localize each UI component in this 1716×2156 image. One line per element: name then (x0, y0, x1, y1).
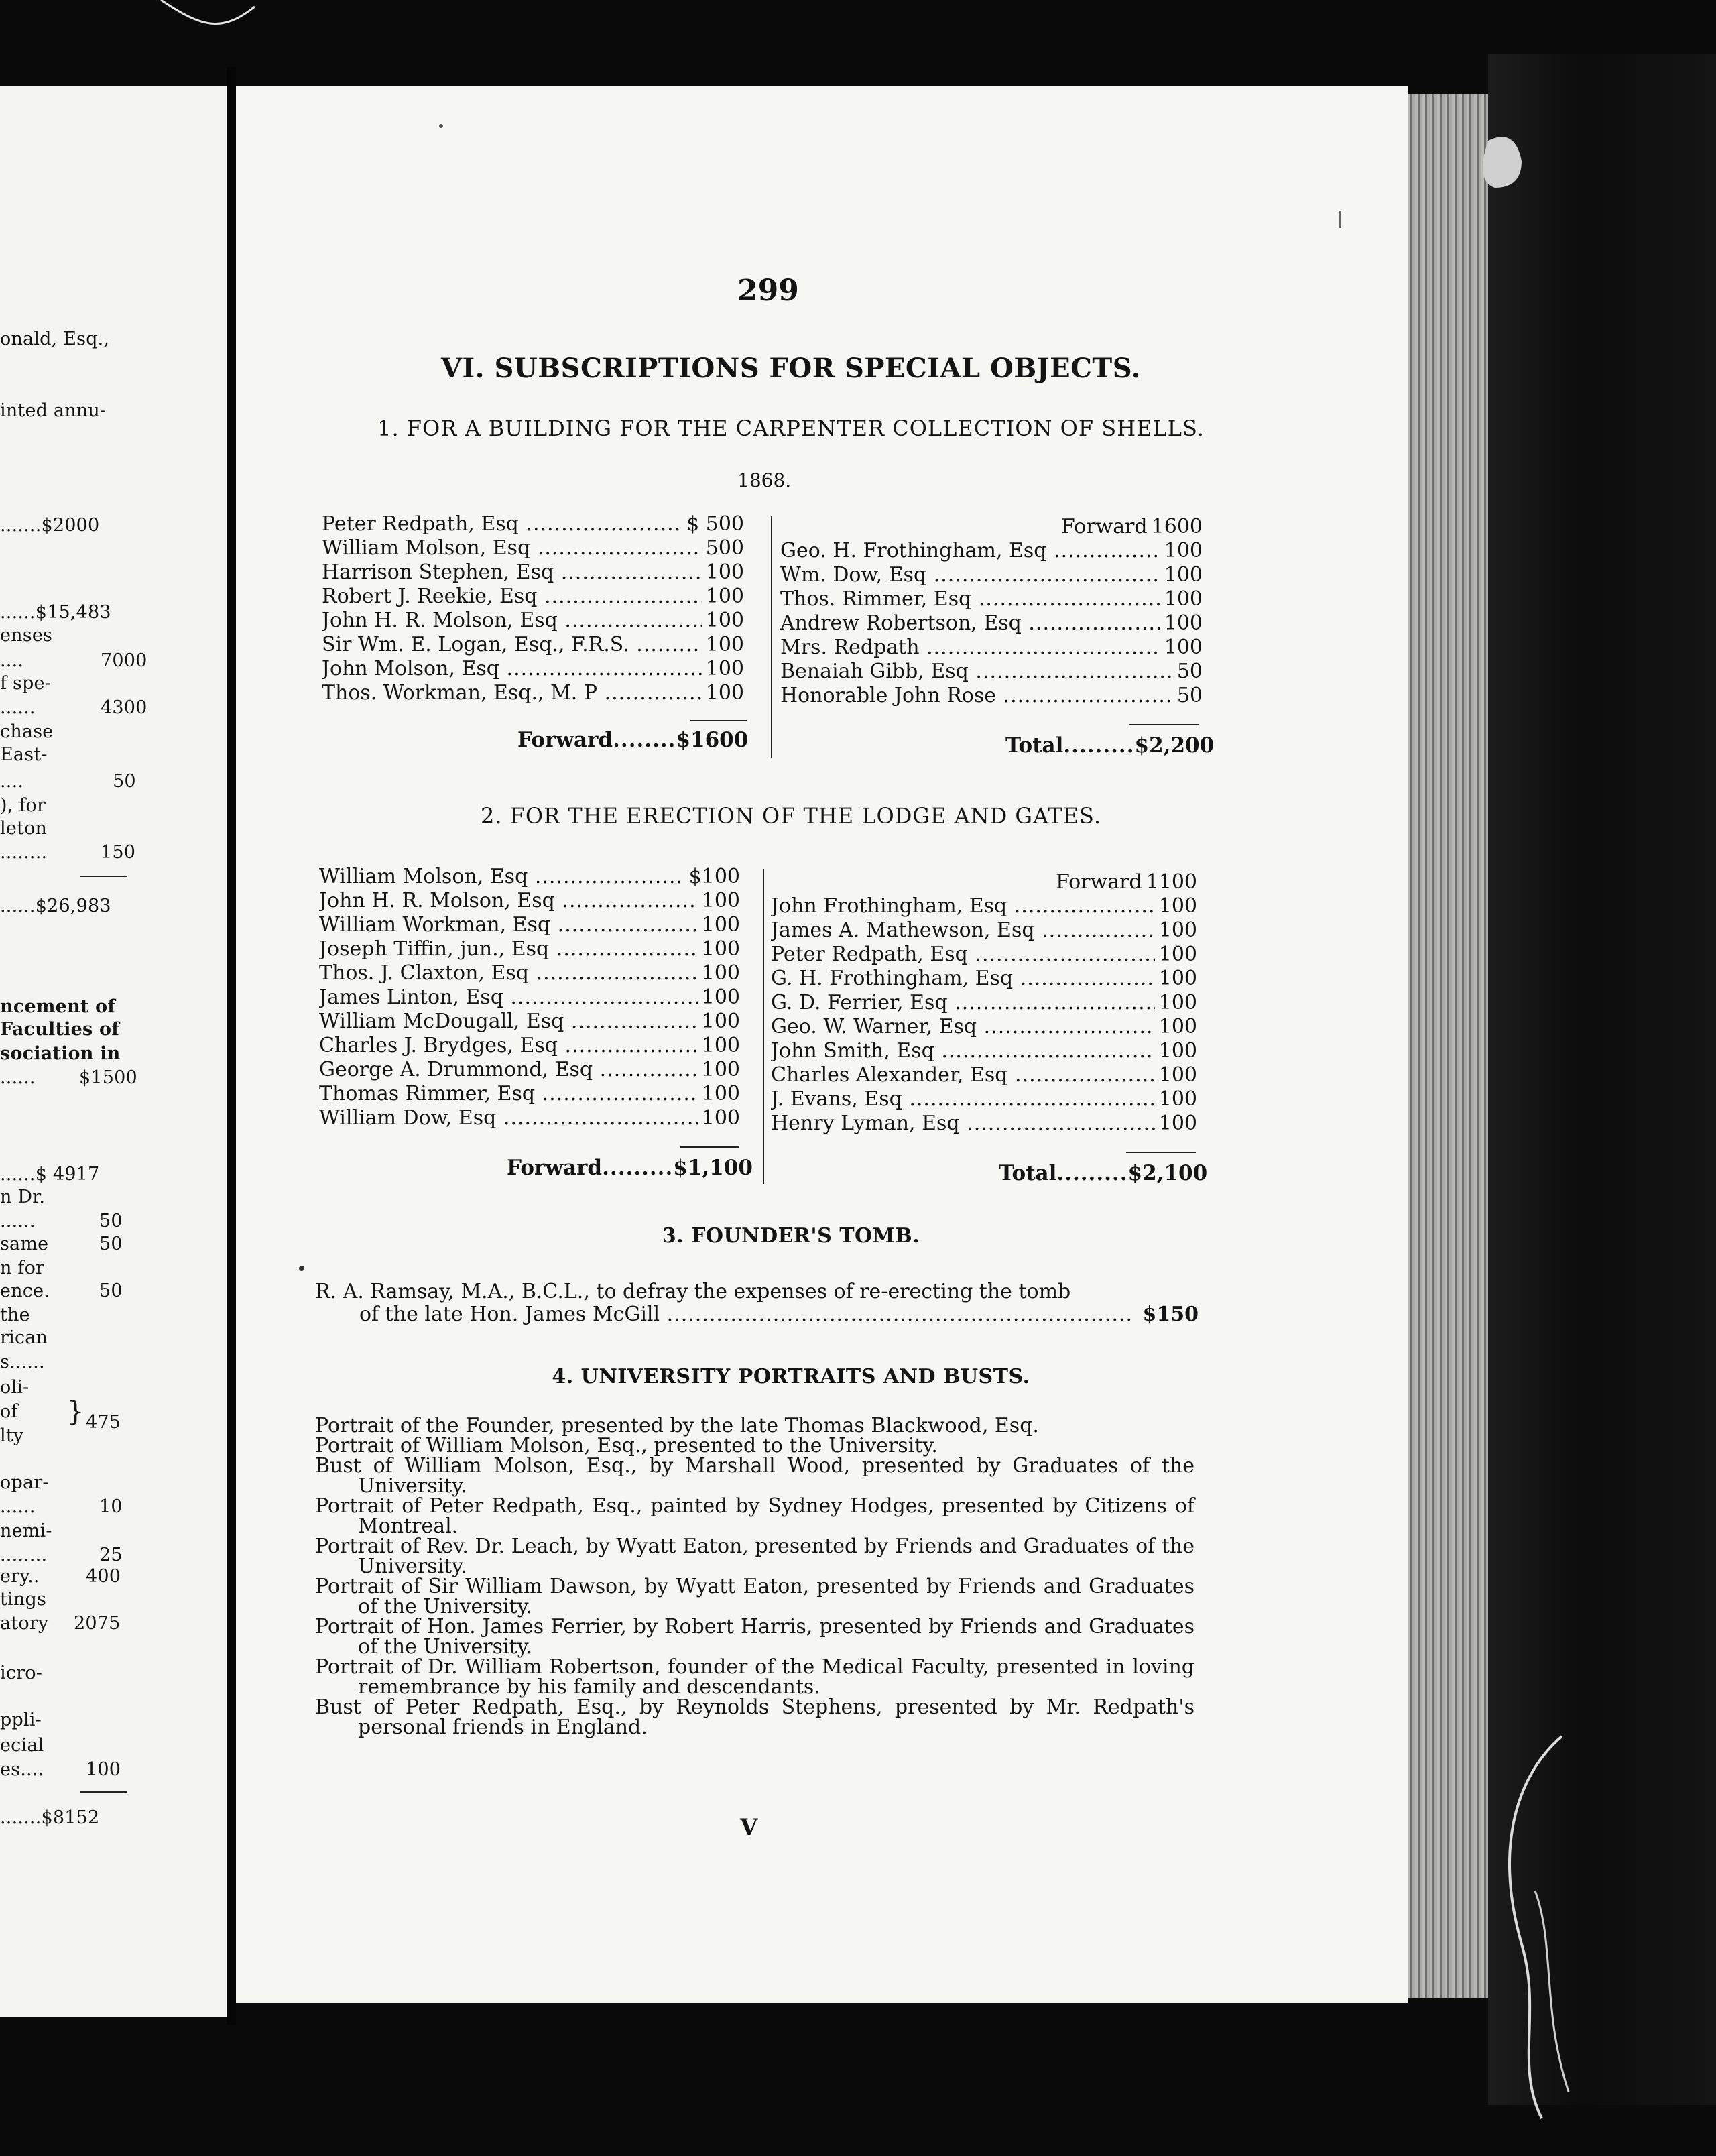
fragment: chase (0, 721, 54, 742)
fragment: s...... (0, 1352, 45, 1372)
list-item: Portrait of Rev. Dr. Leach, by Wyatt Eaton, presented by Friends and Graduates of the University. (315, 1535, 1194, 1578)
fragment-amount: 400 (86, 1566, 121, 1587)
subscriber-name: William Molson, Esq ..... (319, 865, 685, 889)
section-2-left-forward: Forward.........$1,100 (507, 1156, 753, 1180)
founders-tomb-entry (315, 1280, 1199, 1326)
subscription-amount: 100 (1158, 918, 1197, 942)
subscription-amount: 100 (701, 1058, 740, 1081)
list-item (771, 943, 1197, 967)
subscription-amount: 100 (705, 560, 744, 584)
subscription-amount: 100 (701, 1106, 740, 1130)
subscription-amount: 100 (701, 913, 740, 937)
fragment: ), for (0, 795, 46, 816)
fragment-amount: 7000 (101, 650, 147, 671)
fragment: inted annu- (0, 400, 107, 421)
subscriber-name: George A. Drummond, Esq ..... (319, 1058, 698, 1082)
subscription-amount: 100 (1158, 1039, 1197, 1063)
subscription-amount: 100 (701, 1082, 740, 1105)
subscriber-name: William Dow, Esq ..... (319, 1106, 698, 1130)
fragment: enses (0, 625, 53, 646)
subscriber-name: Benaiah Gibb, Esq ..... (780, 660, 1173, 684)
subscriber-name: Charles Alexander, Esq ..... (771, 1063, 1155, 1087)
fragment: ...... (0, 1496, 36, 1517)
subscriber-name: William Molson, Esq ..... (322, 536, 702, 560)
fragment: es.... (0, 1759, 44, 1780)
list-item: Portrait of the Founder, presented by the late Thomas Blackwood, Esq. (315, 1414, 1039, 1437)
fragment: same (0, 1234, 49, 1254)
column-divider (771, 516, 772, 758)
page-heading: VI. SUBSCRIPTIONS FOR SPECIAL OBJECTS. (440, 353, 1142, 384)
fragment: ...... (0, 1067, 36, 1088)
fragment: ......$ 4917 (0, 1164, 100, 1185)
list-item (322, 681, 744, 705)
list-item (319, 985, 740, 1010)
subscriber-name: John Frothingham, Esq ..... (771, 894, 1155, 918)
subscription-amount: 100 (1164, 636, 1203, 659)
forward-amount: $1,100 (673, 1156, 753, 1180)
subscriber-name: Robert J. Reekie, Esq ..... (322, 585, 702, 609)
subscriber-name: Sir Wm. E. Logan, Esq., F.R.S. ..... (322, 633, 702, 657)
subscription-amount: 100 (1164, 587, 1203, 611)
subscription-amount: 50 (1176, 660, 1203, 683)
fragment: atory (0, 1613, 49, 1634)
subscription-amount: 100 (705, 657, 744, 680)
list-item (780, 636, 1203, 660)
subscription-amount: 100 (1158, 1112, 1197, 1135)
total-amount: $2,100 (1127, 1161, 1208, 1185)
list-item (322, 560, 744, 585)
subscription-amount: 100 (701, 1034, 740, 1057)
subscriber-name: Mrs. Redpath ..... (780, 636, 1160, 660)
fragment: nemi- (0, 1520, 52, 1541)
subscriber-name: John Smith, Esq ..... (771, 1039, 1155, 1063)
sum-rule (690, 720, 747, 721)
subscriber-name: Geo. W. Warner, Esq ..... (771, 1015, 1155, 1039)
subscription-amount: 100 (701, 889, 740, 912)
subscription-amount: 100 (701, 937, 740, 961)
fragment: onald, Esq., (0, 328, 110, 349)
forward-amount: $1600 (676, 728, 749, 752)
list-item (322, 536, 744, 560)
fragment: tings (0, 1589, 47, 1610)
list-item (771, 1063, 1197, 1087)
list-item (771, 967, 1197, 991)
fragment: .... (0, 771, 24, 792)
list-item (319, 1010, 740, 1034)
section-1-title: 1. FOR A BUILDING FOR THE CARPENTER COLLECTION OF SHELLS. (377, 416, 1205, 441)
fragment: ........ (0, 842, 48, 863)
list-item: Bust of William Molson, Esq., by Marshall Wood, presented by Graduates of the University. (315, 1454, 1194, 1498)
list-item: Bust of Peter Redpath, Esq., by Reynolds Stephens, presented by Mr. Redpath's personal friends in England. (315, 1695, 1194, 1739)
fragment: of (0, 1401, 18, 1422)
list-item (771, 1015, 1197, 1039)
fragment: ......$15,483 (0, 602, 111, 623)
list-item (771, 894, 1197, 918)
subscription-amount: 100 (701, 985, 740, 1009)
fragment: oli- (0, 1377, 29, 1398)
total-amount: $2,200 (1134, 733, 1215, 758)
list-item (322, 657, 744, 681)
fragment-amount: 10 (99, 1496, 123, 1517)
fragment: .......$2000 (0, 515, 100, 536)
fragment: ery.. (0, 1566, 40, 1587)
total-label: Total (999, 1161, 1057, 1185)
subscription-amount: 100 (1158, 991, 1197, 1014)
fragment-amount: 50 (113, 771, 136, 792)
forward-label: Forward (1060, 515, 1148, 538)
sum-rule (1129, 724, 1199, 725)
fragment: leton (0, 818, 48, 839)
page-number: 299 (737, 274, 799, 308)
brace-glyph: } (67, 1396, 84, 1427)
subscriber-name: John H. R. Molson, Esq ..... (319, 889, 698, 913)
subscription-amount: 100 (1158, 1015, 1197, 1038)
section-2-title: 2. FOR THE ERECTION OF THE LODGE AND GATES. (480, 803, 1101, 829)
list-item (322, 633, 744, 657)
subscription-amount: 100 (1164, 611, 1203, 635)
fragment: ...... (0, 1211, 36, 1232)
fragment: sociation in (0, 1043, 121, 1064)
forward-amount: 1100 (1146, 870, 1197, 894)
list-item (319, 865, 740, 889)
fragment: .......$8152 (0, 1807, 100, 1828)
list-item (771, 1039, 1197, 1063)
subscription-amount: $ 500 (686, 512, 744, 536)
tomb-line-1: R. A. Ramsay, M.A., B.C.L., to defray the expenses of re-erecting the tomb (315, 1280, 1071, 1303)
subscriber-name: Charles J. Brydges, Esq ..... (319, 1034, 698, 1058)
subscriber-name: Peter Redpath, Esq ..... (771, 943, 1155, 967)
fragment: f spe- (0, 673, 52, 694)
subscription-amount: 100 (1158, 1087, 1197, 1111)
fragment: rican (0, 1327, 48, 1348)
section-2-right-total: Total.........$2,100 (999, 1161, 1208, 1185)
fragment: n Dr. (0, 1187, 46, 1207)
fragment-amount: $1500 (79, 1067, 137, 1088)
list-item (319, 1106, 740, 1130)
subscription-amount: 100 (1158, 943, 1197, 966)
fragment: icro- (0, 1663, 43, 1683)
section-1-right-column (780, 515, 1203, 708)
list-item (780, 539, 1203, 563)
subscription-amount: 100 (705, 585, 744, 608)
subscription-amount: 100 (705, 609, 744, 632)
tomb-line-2-row (315, 1303, 1199, 1326)
subscriber-name: Joseph Tiffin, jun., Esq ..... (319, 937, 698, 961)
fragment-amount: 2075 (74, 1613, 121, 1634)
fragment-amount: 25 (99, 1545, 123, 1565)
section-2-left-column (319, 865, 740, 1130)
subscriber-name: Geo. H. Frothingham, Esq ..... (780, 539, 1160, 563)
portraits-list (315, 1416, 1194, 1738)
subscriber-name: Harrison Stephen, Esq ..... (322, 560, 702, 585)
list-item (771, 918, 1197, 943)
subscriber-name: Thos. J. Claxton, Esq ..... (319, 961, 698, 985)
forward-row (771, 870, 1197, 894)
list-item (322, 585, 744, 609)
list-item: Portrait of Peter Redpath, Esq., painted by Sydney Hodges, presented by Citizens of Montreal. (315, 1494, 1194, 1538)
fragment: ...... (0, 697, 36, 718)
list-item (322, 609, 744, 633)
forward-label: Forward (507, 1156, 603, 1180)
section-2-right-column (771, 870, 1197, 1136)
list-item (319, 961, 740, 985)
subscriber-name: Peter Redpath, Esq ..... (322, 512, 682, 536)
list-item (780, 660, 1203, 684)
fragment: ence. (0, 1280, 50, 1301)
subscriber-name: Wm. Dow, Esq ..... (780, 563, 1160, 587)
fragment-amount: 50 (99, 1280, 123, 1301)
subscription-amount: 100 (1158, 894, 1197, 918)
list-item (319, 1034, 740, 1058)
fragment: ecial (0, 1735, 44, 1756)
list-item: Portrait of William Molson, Esq., presented to the University. (315, 1434, 938, 1457)
subscriber-name: G. D. Ferrier, Esq ..... (771, 991, 1155, 1015)
list-item (771, 991, 1197, 1015)
subscriber-name: William McDougall, Esq ..... (319, 1010, 698, 1034)
fragment: n for (0, 1258, 45, 1278)
subscriber-name: G. H. Frothingham, Esq ..... (771, 967, 1155, 991)
subscription-amount: 50 (1176, 684, 1203, 707)
section-1-right-total: Total.........$2,200 (1005, 733, 1215, 758)
fragment: ncement of (0, 996, 116, 1017)
tomb-amount: $150 (1142, 1303, 1199, 1326)
list-item (319, 913, 740, 937)
list-item (780, 611, 1203, 636)
fragment: East- (0, 744, 48, 765)
subscriber-name: James Linton, Esq ..... (319, 985, 698, 1010)
subscription-amount: 500 (705, 536, 744, 560)
list-item (780, 587, 1203, 611)
subscriber-name: Henry Lyman, Esq ..... (771, 1112, 1155, 1136)
subscription-amount: $100 (688, 865, 740, 888)
section-4-title: 4. UNIVERSITY PORTRAITS AND BUSTS. (552, 1365, 1030, 1388)
column-divider (763, 869, 764, 1184)
section-1-left-forward: Forward........$1600 (517, 728, 749, 752)
fragment: ........ (0, 1545, 48, 1565)
section-1-left-column (322, 512, 744, 705)
list-item: Portrait of Hon. James Ferrier, by Robert Harris, presented by Friends and Graduates of the University. (315, 1615, 1194, 1659)
subscriber-name: John Molson, Esq ..... (322, 657, 702, 681)
sum-rule (1126, 1152, 1196, 1153)
forward-label: Forward (1055, 870, 1142, 894)
subscription-amount: 100 (705, 681, 744, 705)
subscription-amount: 100 (1158, 967, 1197, 990)
subscriber-name: Thomas Rimmer, Esq ..... (319, 1082, 698, 1106)
fragment-amount: 50 (99, 1234, 123, 1254)
subscriber-name: Andrew Robertson, Esq ..... (780, 611, 1160, 636)
fragment: .... (0, 650, 24, 671)
subscription-amount: 100 (1164, 563, 1203, 587)
fragment: opar- (0, 1472, 49, 1493)
fragment-amount: 475 (86, 1412, 121, 1433)
subscriber-name: Thos. Rimmer, Esq ..... (780, 587, 1160, 611)
list-item (771, 1112, 1197, 1136)
forward-label: Forward (517, 728, 613, 752)
list-item (780, 684, 1203, 708)
tomb-line-2: of the late Hon. James McGill ..... (359, 1303, 1131, 1326)
subscriber-name: Thos. Workman, Esq., M. P ..... (322, 681, 702, 705)
fragment: ppli- (0, 1710, 42, 1730)
signature-mark: V (740, 1814, 758, 1841)
list-item (771, 1087, 1197, 1112)
list-item: Portrait of Sir William Dawson, by Wyatt Eaton, presented by Friends and Graduates of the University. (315, 1575, 1194, 1618)
subscriber-name: J. Evans, Esq ..... (771, 1087, 1155, 1112)
fragment-amount: 4300 (101, 697, 147, 718)
fragment: lty (0, 1425, 24, 1446)
subscription-amount: 100 (705, 633, 744, 656)
fragment-amount: 100 (86, 1759, 121, 1780)
section-1-year: 1868. (737, 469, 792, 491)
list-item (319, 889, 740, 913)
forward-row (780, 515, 1203, 539)
fragment: Faculties of (0, 1019, 120, 1040)
list-item: Portrait of Dr. William Robertson, founder of the Medical Faculty, presented in loving remembrance by his family and descendants. (315, 1655, 1194, 1699)
subscriber-name: John H. R. Molson, Esq ..... (322, 609, 702, 633)
rule (80, 1791, 127, 1793)
fragment-amount: 150 (101, 842, 136, 863)
total-label: Total (1005, 733, 1064, 758)
list-item (322, 512, 744, 536)
section-3-title: 3. FOUNDER'S TOMB. (662, 1224, 920, 1248)
sum-rule (680, 1146, 739, 1148)
subscription-amount: 100 (1164, 539, 1203, 562)
list-item (319, 1058, 740, 1082)
subscription-amount: 100 (1158, 1063, 1197, 1087)
subscriber-name: Honorable John Rose ..... (780, 684, 1173, 708)
fragment: ......$26,983 (0, 896, 111, 916)
rule (80, 876, 127, 877)
subscriber-name: William Workman, Esq ..... (319, 913, 698, 937)
subscription-amount: 100 (701, 961, 740, 985)
fragment-amount: 50 (99, 1211, 123, 1232)
subscriber-name: James A. Mathewson, Esq ..... (771, 918, 1155, 943)
forward-amount: 1600 (1151, 515, 1203, 538)
list-item (780, 563, 1203, 587)
list-item (319, 1082, 740, 1106)
subscription-amount: 100 (701, 1010, 740, 1033)
fragment: the (0, 1305, 30, 1325)
list-item (319, 937, 740, 961)
